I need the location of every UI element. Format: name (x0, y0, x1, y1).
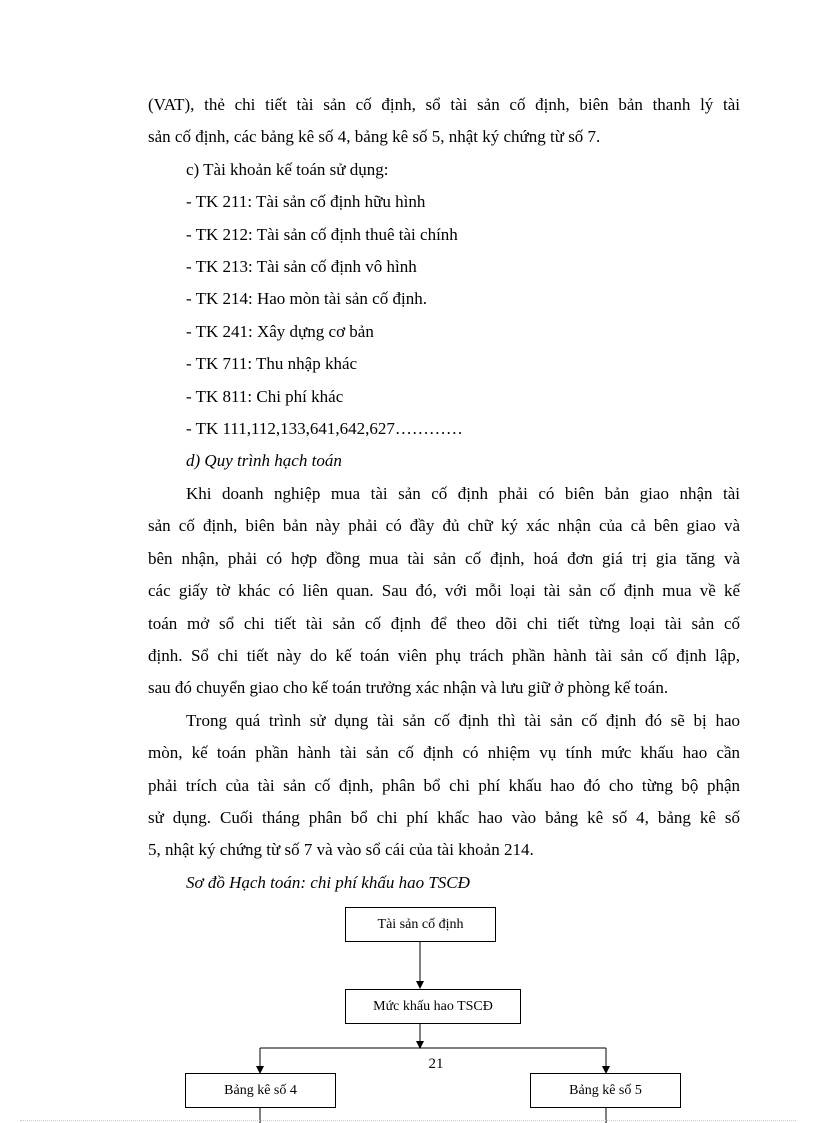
paragraph-line: phải trích của tài sản cố định, phân bổ chi phí khấu hao đó cho từng bộ phận (148, 775, 740, 795)
paragraph-line: sử dụng. Cuối tháng phân bổ chi phí khấc hao vào bảng kê số 4, bảng kê số (148, 807, 740, 827)
page-bottom-rule (20, 1120, 796, 1121)
paragraph-line: Khi doanh nghiệp mua tài sản cố định phải có biên bản giao nhận tài (186, 483, 740, 503)
section-heading-c: c) Tài khoản kế toán sử dụng: (186, 159, 389, 179)
paragraph-line: toán mở sổ chi tiết tài sản cố định để theo dõi chi tiết từng loại tài sản cố (148, 613, 740, 633)
box-depreciation-rate: Mức khấu hao TSCĐ (345, 989, 521, 1024)
box-ledger-5: Bảng kê số 5 (530, 1073, 681, 1108)
paragraph-line: bên nhận, phải có hợp đồng mua tài sản cố định, hoá đơn giá trị gia tăng và (148, 548, 740, 568)
account-item: - TK 213: Tài sản cố định vô hình (186, 257, 417, 277)
section-heading-d: d) Quy trình hạch toán (186, 451, 342, 471)
account-item: - TK 711: Thu nhập khác (186, 354, 358, 374)
account-item: - TK 214: Hao mòn tài sản cố định. (186, 289, 427, 309)
paragraph-line: 5, nhật ký chứng từ số 7 và vào sổ cái của tài khoản 214. (148, 840, 534, 860)
account-item: - TK 212: Tài sản cố định thuê tài chính (186, 224, 458, 244)
box-ledger-4: Bảng kê số 4 (185, 1073, 336, 1108)
paragraph-line: các giấy tờ khác có liên quan. Sau đó, với mỗi loại tài sản cố định mua về kế (148, 581, 740, 601)
paragraph-line: sau đó chuyển giao cho kế toán trưởng xác nhận và lưu giữ ở phòng kế toán. (148, 678, 669, 698)
diagram-title: Sơ đồ Hạch toán: chi phí khấu hao TSCĐ (186, 872, 470, 892)
paragraph-line: sản cố định, biên bản này phải có đầy đủ chữ ký xác nhận của cả bên giao và (148, 516, 740, 536)
account-item: - TK 241: Xây dựng cơ bản (186, 321, 374, 341)
account-item: - TK 111,112,133,641,642,627………… (186, 419, 463, 439)
paragraph-line: Trong quá trình sử dụng tài sản cố định thì tài sản cố định đó sẽ bị hao (186, 710, 740, 730)
paragraph-line: (VAT), thẻ chi tiết tài sản cố định, sổ tài sản cố định, biên bản thanh lý tài (148, 95, 740, 114)
paragraph-line: định. Sổ chi tiết này do kế toán viên phụ trách phần hành tài sản cố định lập, (148, 645, 740, 665)
page-number: 21 (428, 1056, 444, 1072)
box-fixed-assets: Tài sản cố định (345, 907, 496, 942)
account-item: - TK 211: Tài sản cố định hữu hình (186, 192, 426, 212)
paragraph-line: sản cố định, các bảng kê số 4, bảng kê số 5, nhật ký chứng từ số 7. (148, 127, 601, 147)
paragraph-line: mòn, kế toán phần hành tài sản cố định có nhiệm vụ tính mức khấu hao cần (148, 743, 740, 763)
account-item: - TK 811: Chi phí khác (186, 386, 344, 406)
